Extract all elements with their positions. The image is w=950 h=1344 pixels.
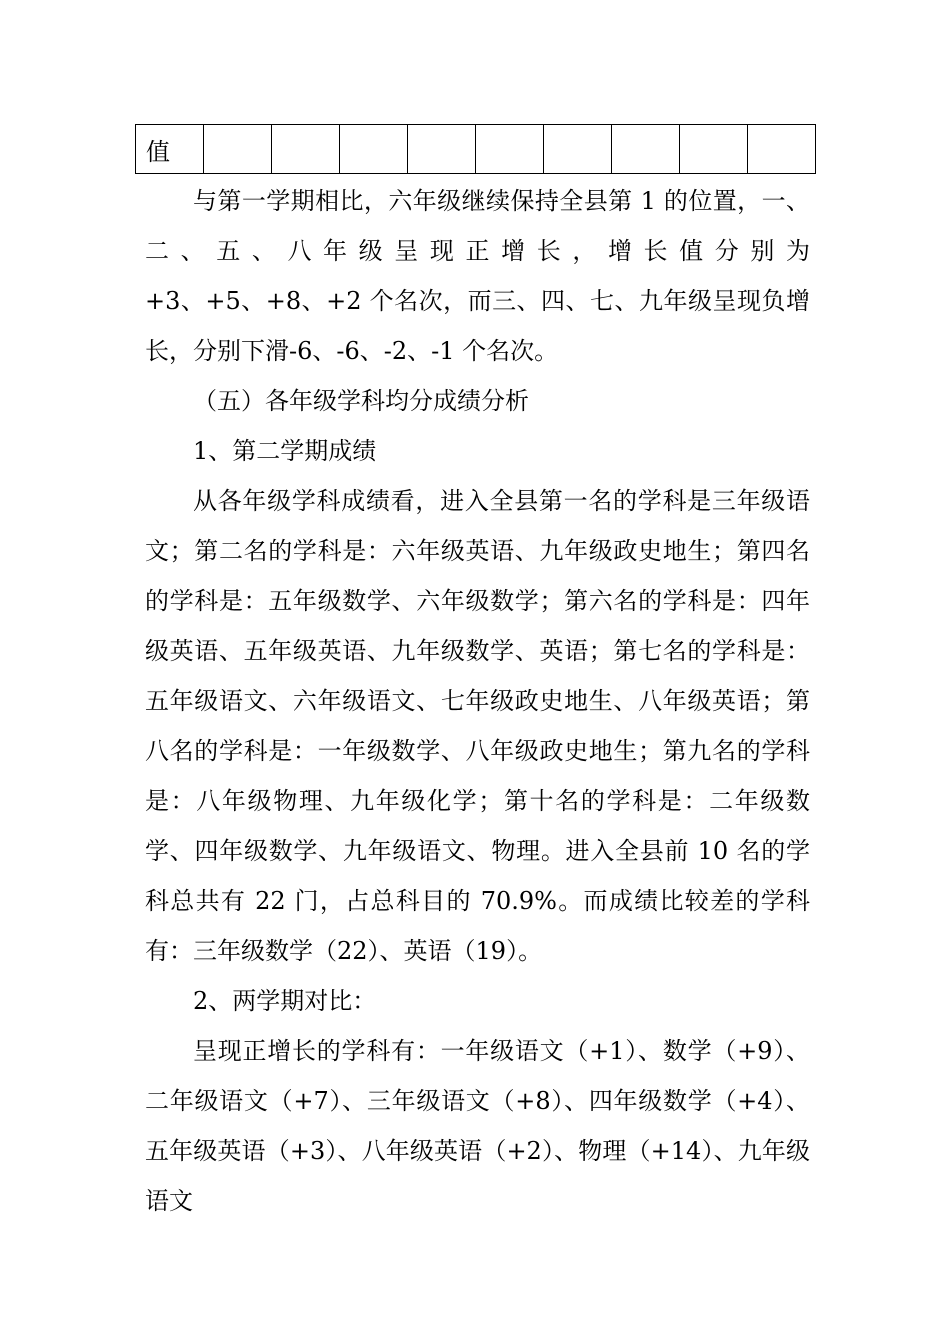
section-heading-subject-analysis: （五）各年级学科均分成绩分析 xyxy=(193,387,529,415)
table-cell xyxy=(612,125,680,174)
table-cell xyxy=(408,125,476,174)
table-cell xyxy=(680,125,748,174)
body-text xyxy=(145,176,810,1226)
table-cell xyxy=(476,125,544,174)
subheading-second-semester: 1、第二学期成绩 xyxy=(193,437,377,465)
table-cell xyxy=(340,125,408,174)
table-row xyxy=(136,125,816,174)
table-cell xyxy=(272,125,340,174)
paragraph-comparison: 与第一学期相比，六年级继续保持全县第 1 的位置，一、二、五、八年级呈现正增长，增长值分别为+3、+5、+8、+2 个名次，而三、四、七、九年级呈现负增长，分别下滑-6、-6、-2、-1 个名次。 xyxy=(145,187,810,365)
table-cell: 值 xyxy=(136,125,204,174)
table-cell xyxy=(544,125,612,174)
subheading-two-semester-comparison: 2、两学期对比： xyxy=(193,987,377,1015)
table-cell xyxy=(748,125,816,174)
paragraph-positive-growth: 呈现正增长的学科有：一年级语文（+1）、数学（+9）、二年级语文（+7）、三年级语文（+8）、四年级数学（+4）、五年级英语（+3）、八年级英语（+2）、物理（+14）、九年级语文 xyxy=(145,1037,810,1215)
table-cell xyxy=(204,125,272,174)
score-table-fragment xyxy=(135,124,816,174)
paragraph-second-semester-results: 从各年级学科成绩看，进入全县第一名的学科是三年级语文；第二名的学科是：六年级英语、九年级政史地生；第四名的学科是：五年级数学、六年级数学；第六名的学科是：四年级英语、五年级英语、九年级数学、英语；第七名的学科是：五年级语文、六年级语文、七年级政史地生、八年级英语；第八名的学科是：一年级数学、八年级政史地生；第九名的学科是：八年级物理、九年级化学；第十名的学科是：二年级数学、四年级数学、九年级语文、物理。进入全县前 10 名的学科总共有 22 门，占总科目的 70.9%。而成绩比较差的学科有：三年级数学（22）、英语（19）。 xyxy=(145,487,810,965)
